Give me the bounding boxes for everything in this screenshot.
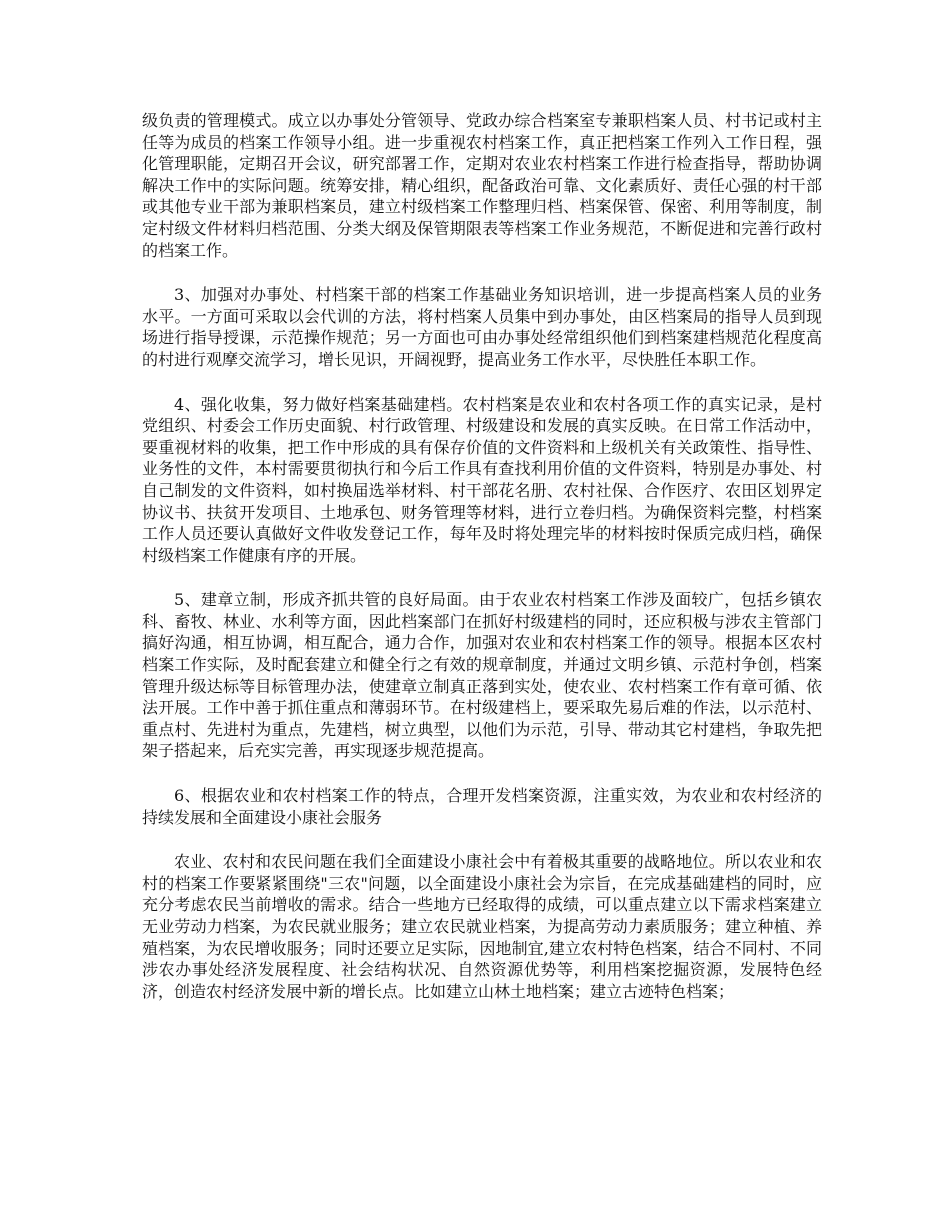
paragraph-item-3-training: 3、加强对办事处、村档案干部的档案工作基础业务知识培训，进一步提高档案人员的业务水平。一方面可采取以会代训的方法，将村档案人员集中到办事处，由区档案局的指导人员到现场进行指导授课，示范操作规范；另一方面也可由办事处经常组织他们到档案建档规范化程度高的村进行观摩交流学习，增长见识，开阔视野，提高业务工作水平，尽快胜任本职工作。 <box>142 285 822 369</box>
paragraph-item-5-regulations: 5、建章立制，形成齐抓共管的良好局面。由于农业农村档案工作涉及面较广，包括乡镇农科、畜牧、林业、水利等方面，因此档案部门在抓好村级建档的同时，还应积极与涉农主管部门搞好沟通，相互协调，相互配合，通力合作，加强对农业和农村档案工作的领导。根据本区农村档案工作实际，及时配套建立和健全行之有效的规章制度，并通过文明乡镇、示范村争创，档案管理升级达标等目标管理办法，使建章立制真正落到实处，使农业、农村档案工作有章可循、依法开展。工作中善于抓住重点和薄弱环节。在村级建档上，要采取先易后难的作法，以示范村、重点村、先进村为重点，先建档，树立典型，以他们为示范，引导、带动其它村建档，争取先把架子搭起来，后充实完善，再实现逐步规范提高。 <box>142 590 822 761</box>
document-body <box>142 110 822 1025</box>
paragraph-management-mode: 级负责的管理模式。成立以办事处分管领导、党政办综合档案室专兼职档案人员、村书记或村主任等为成员的档案工作领导小组。进一步重视农村档案工作，真正把档案工作列入工作日程，强化管理职能，定期召开会议，研究部署工作，定期对农业农村档案工作进行检查指导，帮助协调解决工作中的实际问题。统筹安排，精心组织，配备政治可靠、文化素质好、责任心强的村干部或其他专业干部为兼职档案员，建立村级档案工作整理归档、档案保管、保密、利用等制度，制定村级文件材料归档范围、分类大纲及保管期限表等档案工作业务规范，不断促进和完善行政村的档案工作。 <box>142 111 822 260</box>
paragraph-item-4-collection: 4、强化收集，努力做好档案基础建档。农村档案是农业和农村各项工作的真实记录，是村党组织、村委会工作历史面貌、村行政管理、村级建设和发展的真实反映。在日常工作活动中，要重视材料的收集，把工作中形成的具有保存价值的文件资料和上级机关有关政策性、指导性、业务性的文件，本村需要贯彻执行和今后工作具有查找利用价值的文件资料，特别是办事处、村自己制发的文件资料，如村换届选举材料、村干部花名册、农村社保、合作医疗、农田区划界定协议书、扶贫开发项目、土地承包、财务管理等材料，进行立卷归档。为确保资料完整，村档案工作人员还要认真做好文件收发登记工作，每年及时将处理完毕的材料按时保质完成归档，确保村级档案工作健康有序的开展。 <box>142 394 822 565</box>
paragraph-rural-issues: 农业、农村和农民问题在我们全面建设小康社会中有着极其重要的战略地位。所以农业和农村的档案工作要紧紧围绕"三农"问题，以全面建设小康社会为宗旨，在完成基础建档的同时，应充分考虑农民当前增收的需求。结合一些地方已经取得的成绩，可以重点建立以下需求档案建立无业劳动力档案，为农民就业服务；建立农民就业档案，为提高劳动力素质服务；建立种植、养殖档案，为农民增收服务；同时还要立足实际，因地制宜,建立农村特色档案，结合不同村、不同涉农办事处经济发展程度、社会结构状况、自然资源优势等，利用档案挖掘资源，发展特色经济，创造农村经济发展中新的增长点。比如建立山林土地档案；建立古迹特色档案； <box>142 852 822 1001</box>
paragraph-item-6-heading: 6、根据农业和农村档案工作的特点，合理开发档案资源，注重实效，为农业和农村经济的持续发展和全面建设小康社会服务 <box>142 786 822 827</box>
